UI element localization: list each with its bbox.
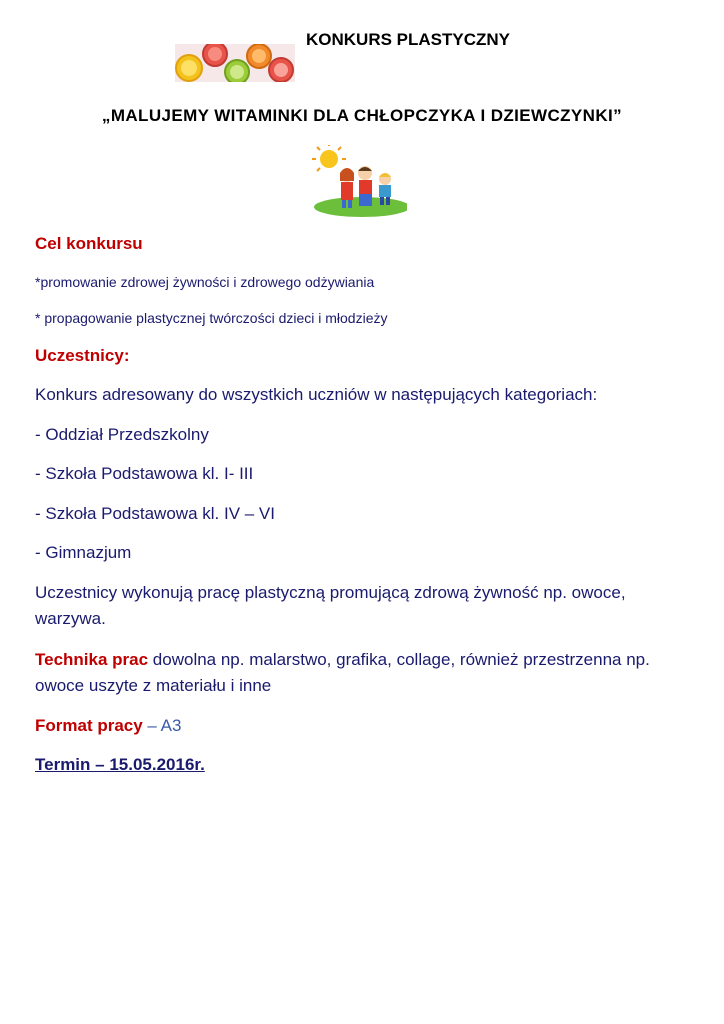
goal-heading: Cel konkursu — [35, 234, 143, 253]
fruit-slices-image — [175, 44, 295, 82]
technique-text-line2: owoce uszyte z materiału i inne — [35, 676, 272, 695]
technique-text: dowolna np. malarstwo, grafika, collage, również przestrzenna np. — [148, 650, 650, 669]
format-label: Format pracy — [35, 716, 143, 735]
format-value: – A3 — [142, 716, 182, 735]
goal-item-2: * propagowanie plastycznej twórczości dzieci i młodzieży — [35, 310, 388, 326]
category-item: - Gimnazjum — [35, 543, 132, 562]
participants-heading: Uczestnicy: — [35, 346, 130, 365]
task-description-line2: warzywa. — [35, 609, 106, 628]
deadline: Termin – 15.05.2016r. — [35, 755, 205, 774]
category-item: - Szkoła Podstawowa kl. IV – VI — [35, 504, 275, 523]
contest-subtitle: „MALUJEMY WITAMINKI DLA CHŁOPCZYKA I DZIEWCZYNKI” — [101, 106, 623, 125]
technique-paragraph — [35, 650, 650, 670]
category-item: - Szkoła Podstawowa kl. I- III — [35, 464, 254, 483]
task-description-line1: Uczestnicy wykonują pracę plastyczną promującą zdrową żywność np. owoce, — [35, 583, 626, 602]
children-sun-illustration — [307, 145, 407, 217]
goal-item-1: *promowanie zdrowej żywności i zdrowego odżywiania — [35, 274, 375, 290]
participants-intro: Konkurs adresowany do wszystkich uczniów w następujących kategoriach: — [35, 385, 598, 404]
page-title: KONKURS PLASTYCZNY — [306, 30, 511, 49]
category-item: - Oddział Przedszkolny — [35, 425, 209, 444]
technique-label: Technika prac — [35, 650, 149, 669]
format-paragraph — [35, 716, 181, 736]
